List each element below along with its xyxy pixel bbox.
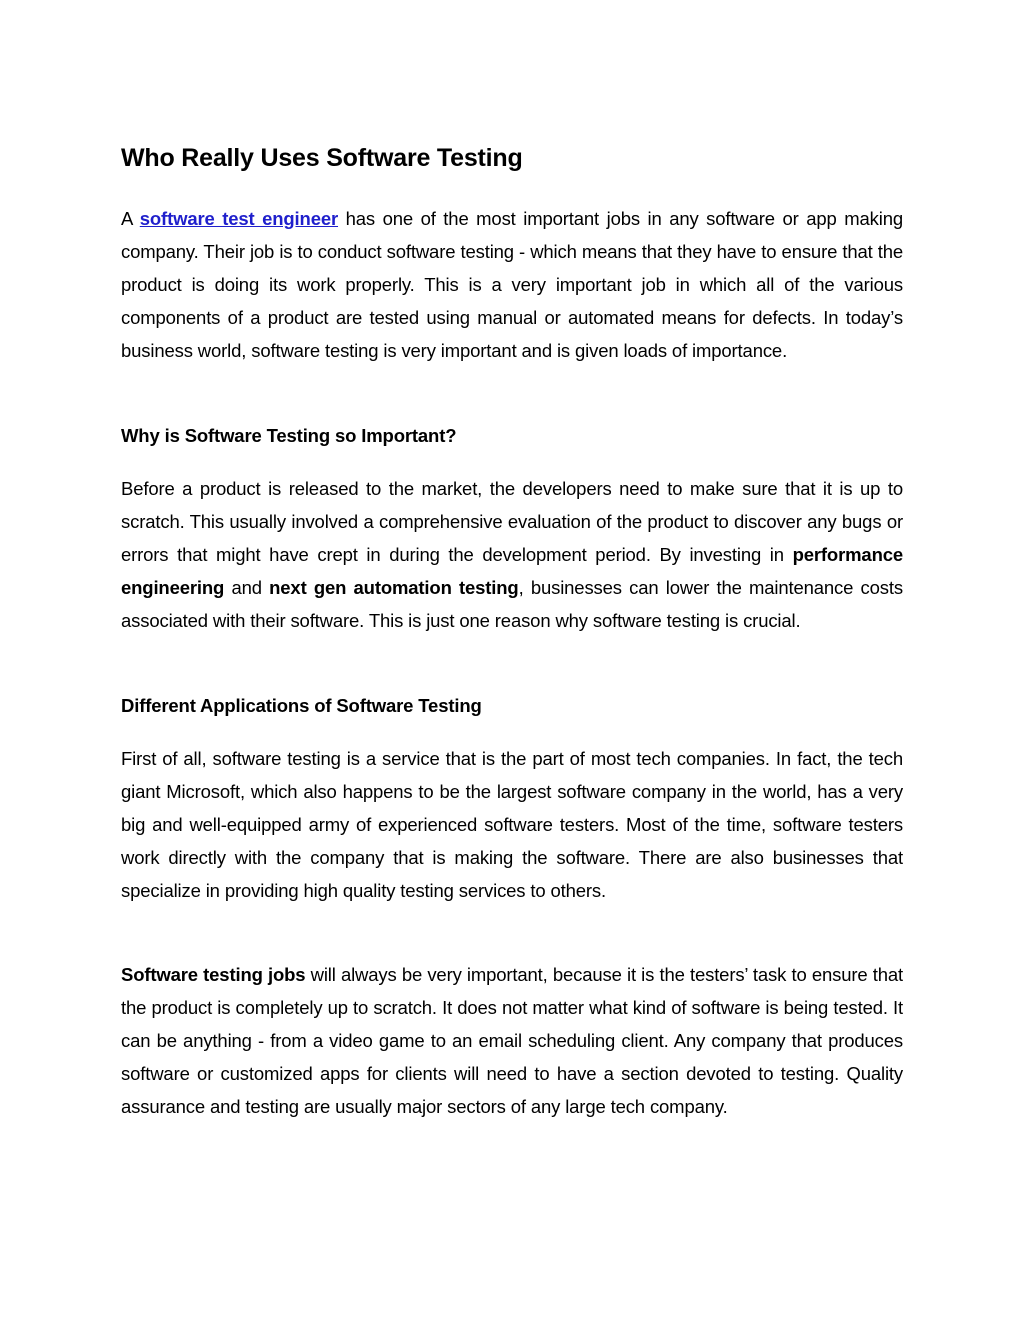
page-title: Who Really Uses Software Testing bbox=[121, 144, 523, 172]
intro-paragraph bbox=[121, 202, 903, 367]
software-test-engineer-link[interactable]: software test engineer bbox=[139, 208, 339, 229]
intro-prefix: A bbox=[121, 208, 140, 229]
importance-text-b: and bbox=[224, 577, 270, 598]
performance-engineering-term: performance engineering bbox=[121, 544, 903, 598]
importance-paragraph bbox=[121, 472, 903, 637]
jobs-text: will always be very important, because it is the testers’ task to ensure that the product is completely up to scratch. It does not matter what kind of software is being tested. It can be anything - from a video game to an email scheduling client. Any company that produces software or customized apps for clients will need to have a section devoted to testing. Quality assurance and testing are usually major sectors of any large tech company. bbox=[121, 964, 903, 1117]
applications-paragraph: First of all, software testing is a service that is the part of most tech companies. In fact, the tech giant Microsoft, which also happens to be the largest software company in the world, has a very big and well-equipped army of experienced software testers. Most of the time, software testers work directly with the company that is making the software. There are also businesses that specialize in providing high quality testing services to others. bbox=[121, 748, 903, 901]
intro-text: has one of the most important jobs in any software or app making company. Their job is to conduct software testing - which means that they have to ensure that the product is doing its work properly. This is a very important job in which all of the various components of a product are tested using manual or automated means for defects. In today’s business world, software testing is very important and is given loads of importance. bbox=[121, 208, 903, 361]
software-testing-jobs-term: Software testing jobs bbox=[121, 964, 306, 985]
section-heading-importance: Why is Software Testing so Important? bbox=[121, 425, 457, 446]
section-heading-applications: Different Applications of Software Testing bbox=[121, 695, 482, 716]
importance-text-a: Before a product is released to the market, the developers need to make sure that it is up to scratch. This usually involved a comprehensive evaluation of the product to discover any bugs or errors that might have crept in during the development period. By investing in bbox=[121, 478, 903, 565]
importance-text-c: , businesses can lower the maintenance costs associated with their software. This is just one reason why software testing is crucial. bbox=[121, 577, 903, 631]
automation-testing-term: next gen automation testing bbox=[269, 577, 519, 598]
jobs-paragraph bbox=[121, 958, 903, 1123]
